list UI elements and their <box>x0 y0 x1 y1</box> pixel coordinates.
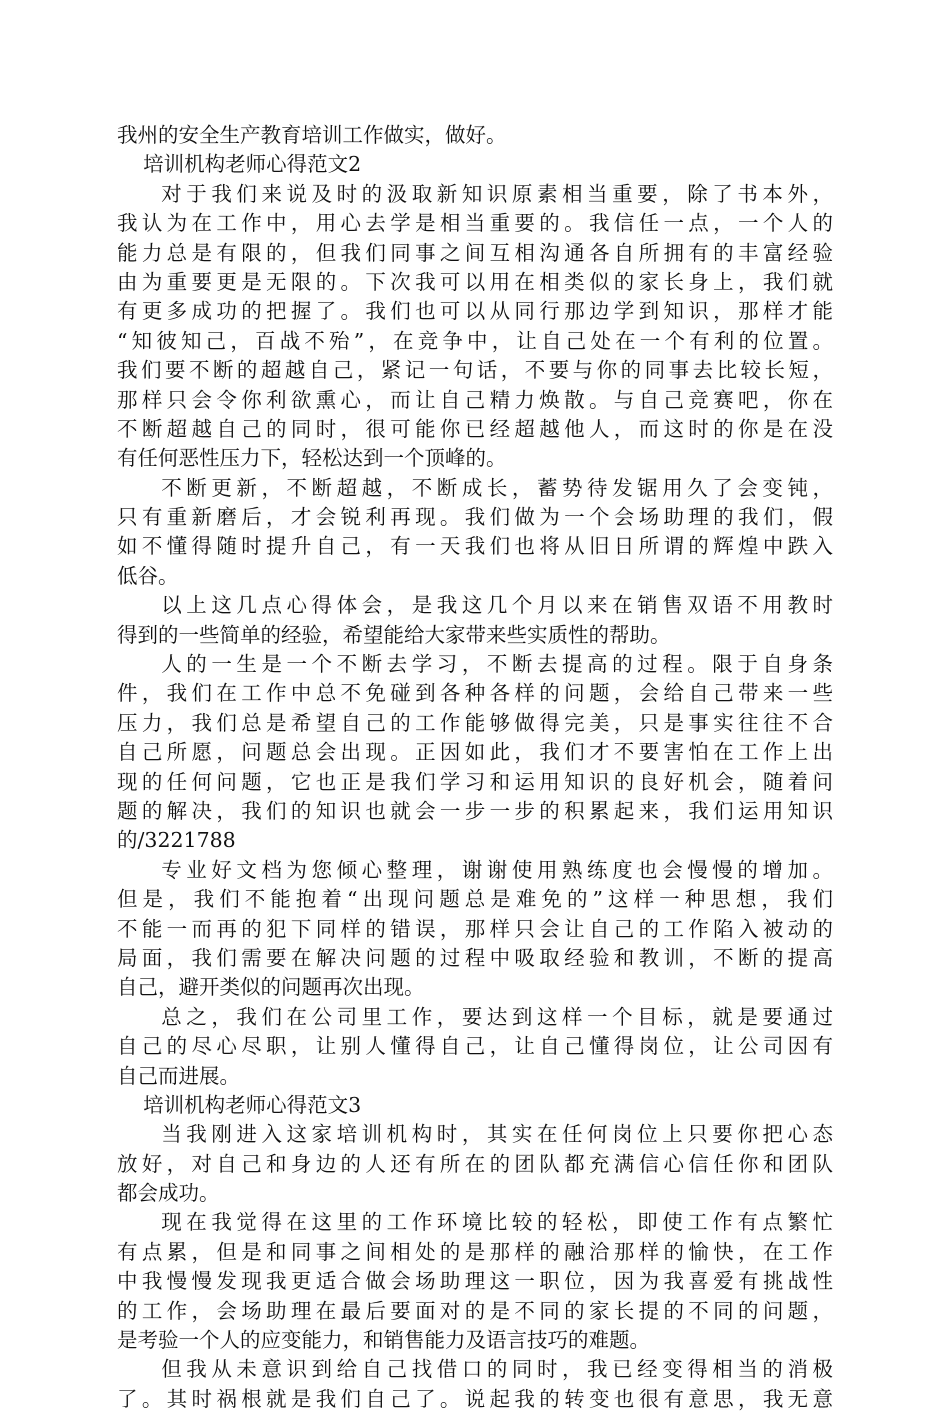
text-line: 我们要不断的超越自己，紧记一句话，不要与你的同事去比较长短， <box>117 358 833 383</box>
text-line: 件，我们在工作中总不免碰到各种各样的问题，会给自己带来一些 <box>117 681 833 706</box>
text-line: 对于我们来说及时的汲取新知识原素相当重要，除了书本外， <box>117 181 833 206</box>
text-line: 但是，我们不能抱着“出现问题总是难免的”这样一种思想，我们 <box>117 887 833 912</box>
text-line: 我认为在工作中，用心去学是相当重要的。我信任一点，一个人的 <box>117 211 833 236</box>
text-line: 的工作，会场助理在最后要面对的是不同的家长提的不同的问题， <box>117 1298 833 1323</box>
text-line: 不断超越自己的同时，很可能你已经超越他人，而这时的你是在没 <box>117 416 833 441</box>
text-line: 只有重新磨后，才会锐利再现。我们做为一个会场助理的我们，假 <box>117 505 833 530</box>
text-line: 自己的尽心尽职，让别人懂得自己，让自己懂得岗位，让公司因有 <box>117 1034 833 1059</box>
text-line: 总之，我们在公司里工作，要达到这样一个目标，就是要通过 <box>117 1004 833 1029</box>
text-line: 了。其时祸根就是我们自己了。说起我的转变也很有意思，我无意 <box>117 1386 833 1411</box>
text-line: 人的一生是一个不断去学习，不断去提高的过程。限于自身条 <box>117 652 833 677</box>
text-line: 有更多成功的把握了。我们也可以从同行那边学到知识，那样才能 <box>117 299 833 324</box>
text-line: 不断更新，不断超越，不断成长，蓄势待发锯用久了会变钝， <box>117 475 833 500</box>
text-line: 低谷。 <box>117 563 179 588</box>
text-line: 当我刚进入这家培训机构时，其实在任何岗位上只要你把心态 <box>117 1122 833 1147</box>
text-line: 自己，避开类似的问题再次出现。 <box>117 975 425 1000</box>
text-line: 专业好文档为您倾心整理，谢谢使用熟练度也会慢慢的增加。 <box>117 857 833 882</box>
text-line: 是考验一个人的应变能力，和销售能力及语言技巧的难题。 <box>117 1328 650 1353</box>
text-line: 局面，我们需要在解决问题的过程中吸取经验和教训，不断的提高 <box>117 945 833 970</box>
text-line: 由为重要更是无限的。下次我可以用在相类似的家长身上，我们就 <box>117 269 833 294</box>
text-line: “知彼知己，百战不殆”，在竞争中，让自己处在一个有利的位置。 <box>117 328 833 353</box>
text-line: 现的任何问题，它也正是我们学习和运用知识的良好机会，随着问 <box>117 769 833 794</box>
document-body <box>117 121 833 1414</box>
text-line: 中我慢慢发现我更适合做会场助理这一职位，因为我喜爱有挑战性 <box>117 1269 833 1294</box>
text-line: 都会成功。 <box>117 1181 220 1206</box>
text-line: 以上这几点心得体会，是我这几个月以来在销售双语不用教时 <box>117 593 833 618</box>
text-line: 得到的一些简单的经验，希望能给大家带来些实质性的帮助。 <box>117 622 671 647</box>
text-line: 能力总是有限的，但我们同事之间互相沟通各自所拥有的丰富经验 <box>117 240 833 265</box>
text-line: 放好，对自己和身边的人还有所在的团队都充满信心信任你和团队 <box>117 1151 833 1176</box>
text-line: 培训机构老师心得范文3 <box>117 1092 362 1117</box>
text-line: 有点累，但是和同事之间相处的是那样的融洽那样的愉快，在工作 <box>117 1239 833 1264</box>
text-line: 我州的安全生产教育培训工作做实，做好。 <box>117 123 507 147</box>
text-line: 的/3221788 <box>117 828 236 853</box>
text-line: 有任何恶性压力下，轻松达到一个顶峰的。 <box>117 446 507 471</box>
text-line: 压力，我们总是希望自己的工作能够做得完美，只是事实往往不合 <box>117 710 833 735</box>
text-line: 题的解决，我们的知识也就会一步一步的积累起来，我们运用知识 <box>117 798 833 823</box>
text-line: 那样只会令你利欲熏心，而让自己精力焕散。与自己竞赛吧，你在 <box>117 387 833 412</box>
text-line: 自己而进展。 <box>117 1063 240 1088</box>
text-line: 如不懂得随时提升自己，有一天我们也将从旧日所谓的辉煌中跌入 <box>117 534 833 559</box>
text-line: 但我从未意识到给自己找借口的同时，我已经变得相当的消极 <box>117 1357 833 1382</box>
text-line: 自己所愿，问题总会出现。正因如此，我们才不要害怕在工作上出 <box>117 740 833 765</box>
text-line: 现在我觉得在这里的工作环境比较的轻松，即使工作有点繁忙 <box>117 1210 833 1235</box>
text-line: 不能一而再的犯下同样的错误，那样只会让自己的工作陷入被动的 <box>117 916 833 941</box>
text-line: 培训机构老师心得范文2 <box>117 152 362 177</box>
